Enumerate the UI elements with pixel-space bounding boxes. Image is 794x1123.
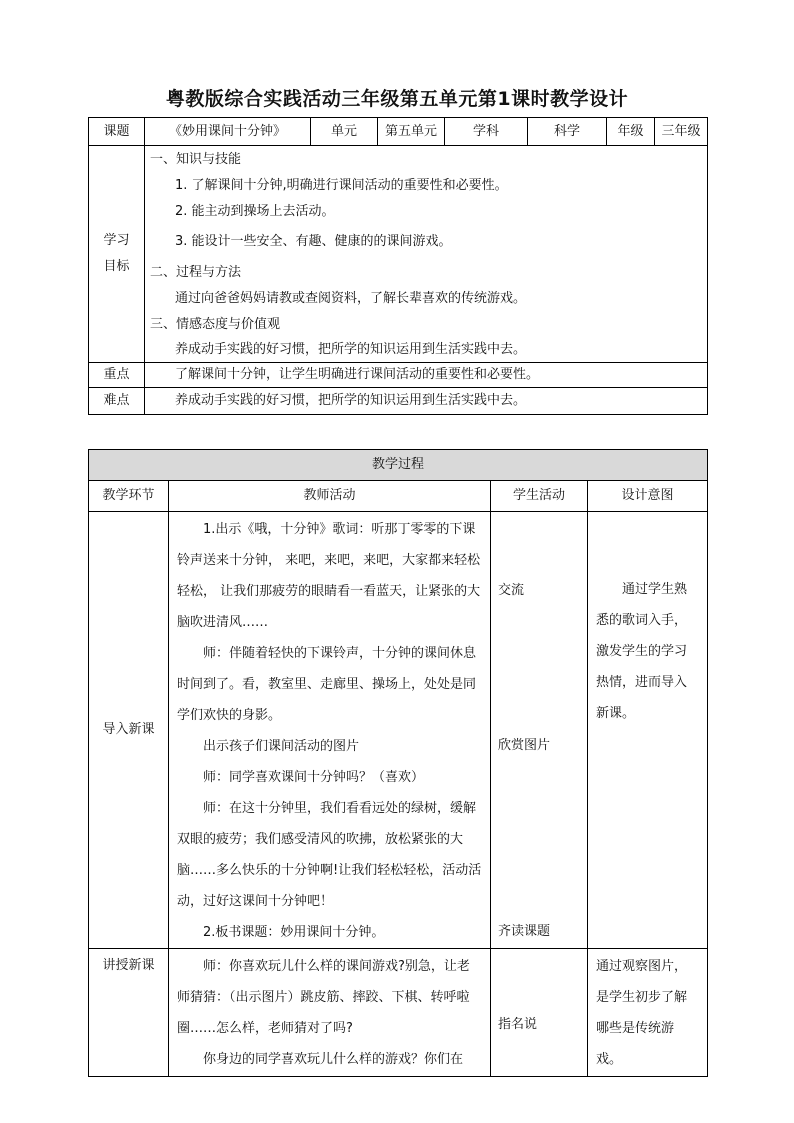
objective-line: 3. 能设计一些安全、有趣、健康的的课间游戏。 bbox=[175, 234, 452, 249]
objective-heading-1: 一、知识与技能 bbox=[150, 152, 242, 167]
teach-intent-text: 通过观察图片，是学生初步了解哪些是传统游戏。 bbox=[596, 959, 688, 1067]
intro-intent-text: 通过学生熟悉的歌词入手，激发学生的学习热情，进而导入新课。 bbox=[596, 582, 688, 721]
intro-row bbox=[89, 512, 708, 949]
intro-teacher-paragraph: 师：伴随着轻快的下课铃声，十分钟的课间休息时间到了。看，教室里、走廊里、操场上，处处是同学们欢快的身影。 bbox=[177, 646, 477, 723]
unit-value: 第五单元 bbox=[378, 118, 445, 146]
objectives-content bbox=[145, 146, 708, 363]
column-header-row bbox=[89, 481, 708, 512]
intro-design-intent bbox=[588, 512, 708, 949]
intro-teacher-paragraph: 师：在这十分钟里，我们看看远处的绿树，缓解双眼的疲劳；我们感受清风的吹拂，放松紧张的大脑……多么快乐的十分钟啊!让我们轻松轻松，活动活动，过好这课间十分钟吧！ bbox=[177, 801, 482, 909]
objectives-row bbox=[89, 146, 708, 363]
teach-student-activity bbox=[491, 949, 588, 1077]
grade-value: 三年级 bbox=[655, 118, 708, 146]
process-header-row bbox=[89, 450, 708, 481]
lesson-info-table bbox=[88, 117, 708, 415]
objectives-label bbox=[89, 146, 145, 363]
subject-value: 科学 bbox=[528, 118, 607, 146]
key-point-label: 重点 bbox=[89, 363, 145, 388]
student-activity-item: 指名说 bbox=[498, 1017, 538, 1032]
key-point-text: 了解课间十分钟，让学生明确进行课间活动的重要性和必要性。 bbox=[145, 363, 708, 388]
column-header-student: 学生活动 bbox=[491, 481, 588, 512]
student-activity-item: 交流 bbox=[498, 583, 525, 598]
objective-line: 2. 能主动到操场上去活动。 bbox=[175, 204, 335, 219]
objective-line: 养成动手实践的好习惯，把所学的知识运用到生活实践中去。 bbox=[175, 342, 527, 357]
objectives-label-line2: 目标 bbox=[103, 259, 130, 274]
intro-stage: 导入新课 bbox=[89, 512, 169, 949]
teach-design-intent bbox=[588, 949, 708, 1077]
teach-teacher-paragraph: 你身边的同学喜欢玩儿什么样的游戏？你们在 bbox=[203, 1052, 464, 1067]
info-row bbox=[89, 118, 708, 146]
objective-heading-2: 二、过程与方法 bbox=[150, 265, 242, 280]
teach-stage: 讲授新课 bbox=[89, 949, 169, 1077]
topic-label: 课题 bbox=[89, 118, 145, 146]
teaching-process-table bbox=[88, 449, 708, 1077]
objective-line: 通过向爸爸妈妈请教或查阅资料，了解长辈喜欢的传统游戏。 bbox=[175, 291, 527, 306]
document-title: 粤教版综合实践活动三年级第五单元第1课时教学设计 bbox=[165, 88, 629, 110]
intro-teacher-paragraph: 出示孩子们课间活动的图片 bbox=[203, 739, 360, 754]
intro-teacher-paragraph: 2.板书课题：妙用课间十分钟。 bbox=[203, 925, 385, 940]
difficulty-label: 难点 bbox=[89, 388, 145, 415]
intro-teacher-paragraph: 师：同学喜欢课间十分钟吗？（喜欢） bbox=[203, 770, 425, 785]
column-header-intent: 设计意图 bbox=[588, 481, 708, 512]
column-header-teacher: 教师活动 bbox=[169, 481, 491, 512]
teach-teacher-paragraph: 师：你喜欢玩儿什么样的课间游戏?别急，让老师猜猜：（出示图片）跳皮筋、摔跤、下棋、转呼啦圈……怎么样，老师猜对了吗? bbox=[177, 959, 470, 1036]
process-header: 教学过程 bbox=[89, 450, 708, 481]
objectives-label-line1: 学习 bbox=[103, 233, 130, 248]
difficulty-text: 养成动手实践的好习惯，把所学的知识运用到生活实践中去。 bbox=[145, 388, 708, 415]
student-activity-item: 欣赏图片 bbox=[498, 738, 551, 753]
grade-label: 年级 bbox=[607, 118, 655, 146]
teach-row bbox=[89, 949, 708, 1077]
objective-line: 1. 了解课间十分钟,明确进行课间活动的重要性和必要性。 bbox=[175, 178, 508, 193]
column-header-stage: 教学环节 bbox=[89, 481, 169, 512]
intro-teacher-activity bbox=[169, 512, 491, 949]
objective-heading-3: 三、情感态度与价值观 bbox=[150, 317, 281, 332]
difficulty-row bbox=[89, 388, 708, 415]
unit-label: 单元 bbox=[311, 118, 378, 146]
student-activity-item: 齐读课题 bbox=[498, 924, 551, 939]
intro-student-activity bbox=[491, 512, 588, 949]
topic-value: 《妙用课间十分钟》 bbox=[145, 118, 311, 146]
subject-label: 学科 bbox=[445, 118, 528, 146]
key-point-row bbox=[89, 363, 708, 388]
intro-teacher-paragraph: 1.出示《哦，十分钟》歌词：听那丁零零的下课铃声送来十分钟， 来吧，来吧，来吧，大家都来轻松轻松， 让我们那疲劳的眼睛看一看蓝天，让紧张的大脑吹进清风…… bbox=[177, 522, 481, 630]
teach-teacher-activity bbox=[169, 949, 491, 1077]
